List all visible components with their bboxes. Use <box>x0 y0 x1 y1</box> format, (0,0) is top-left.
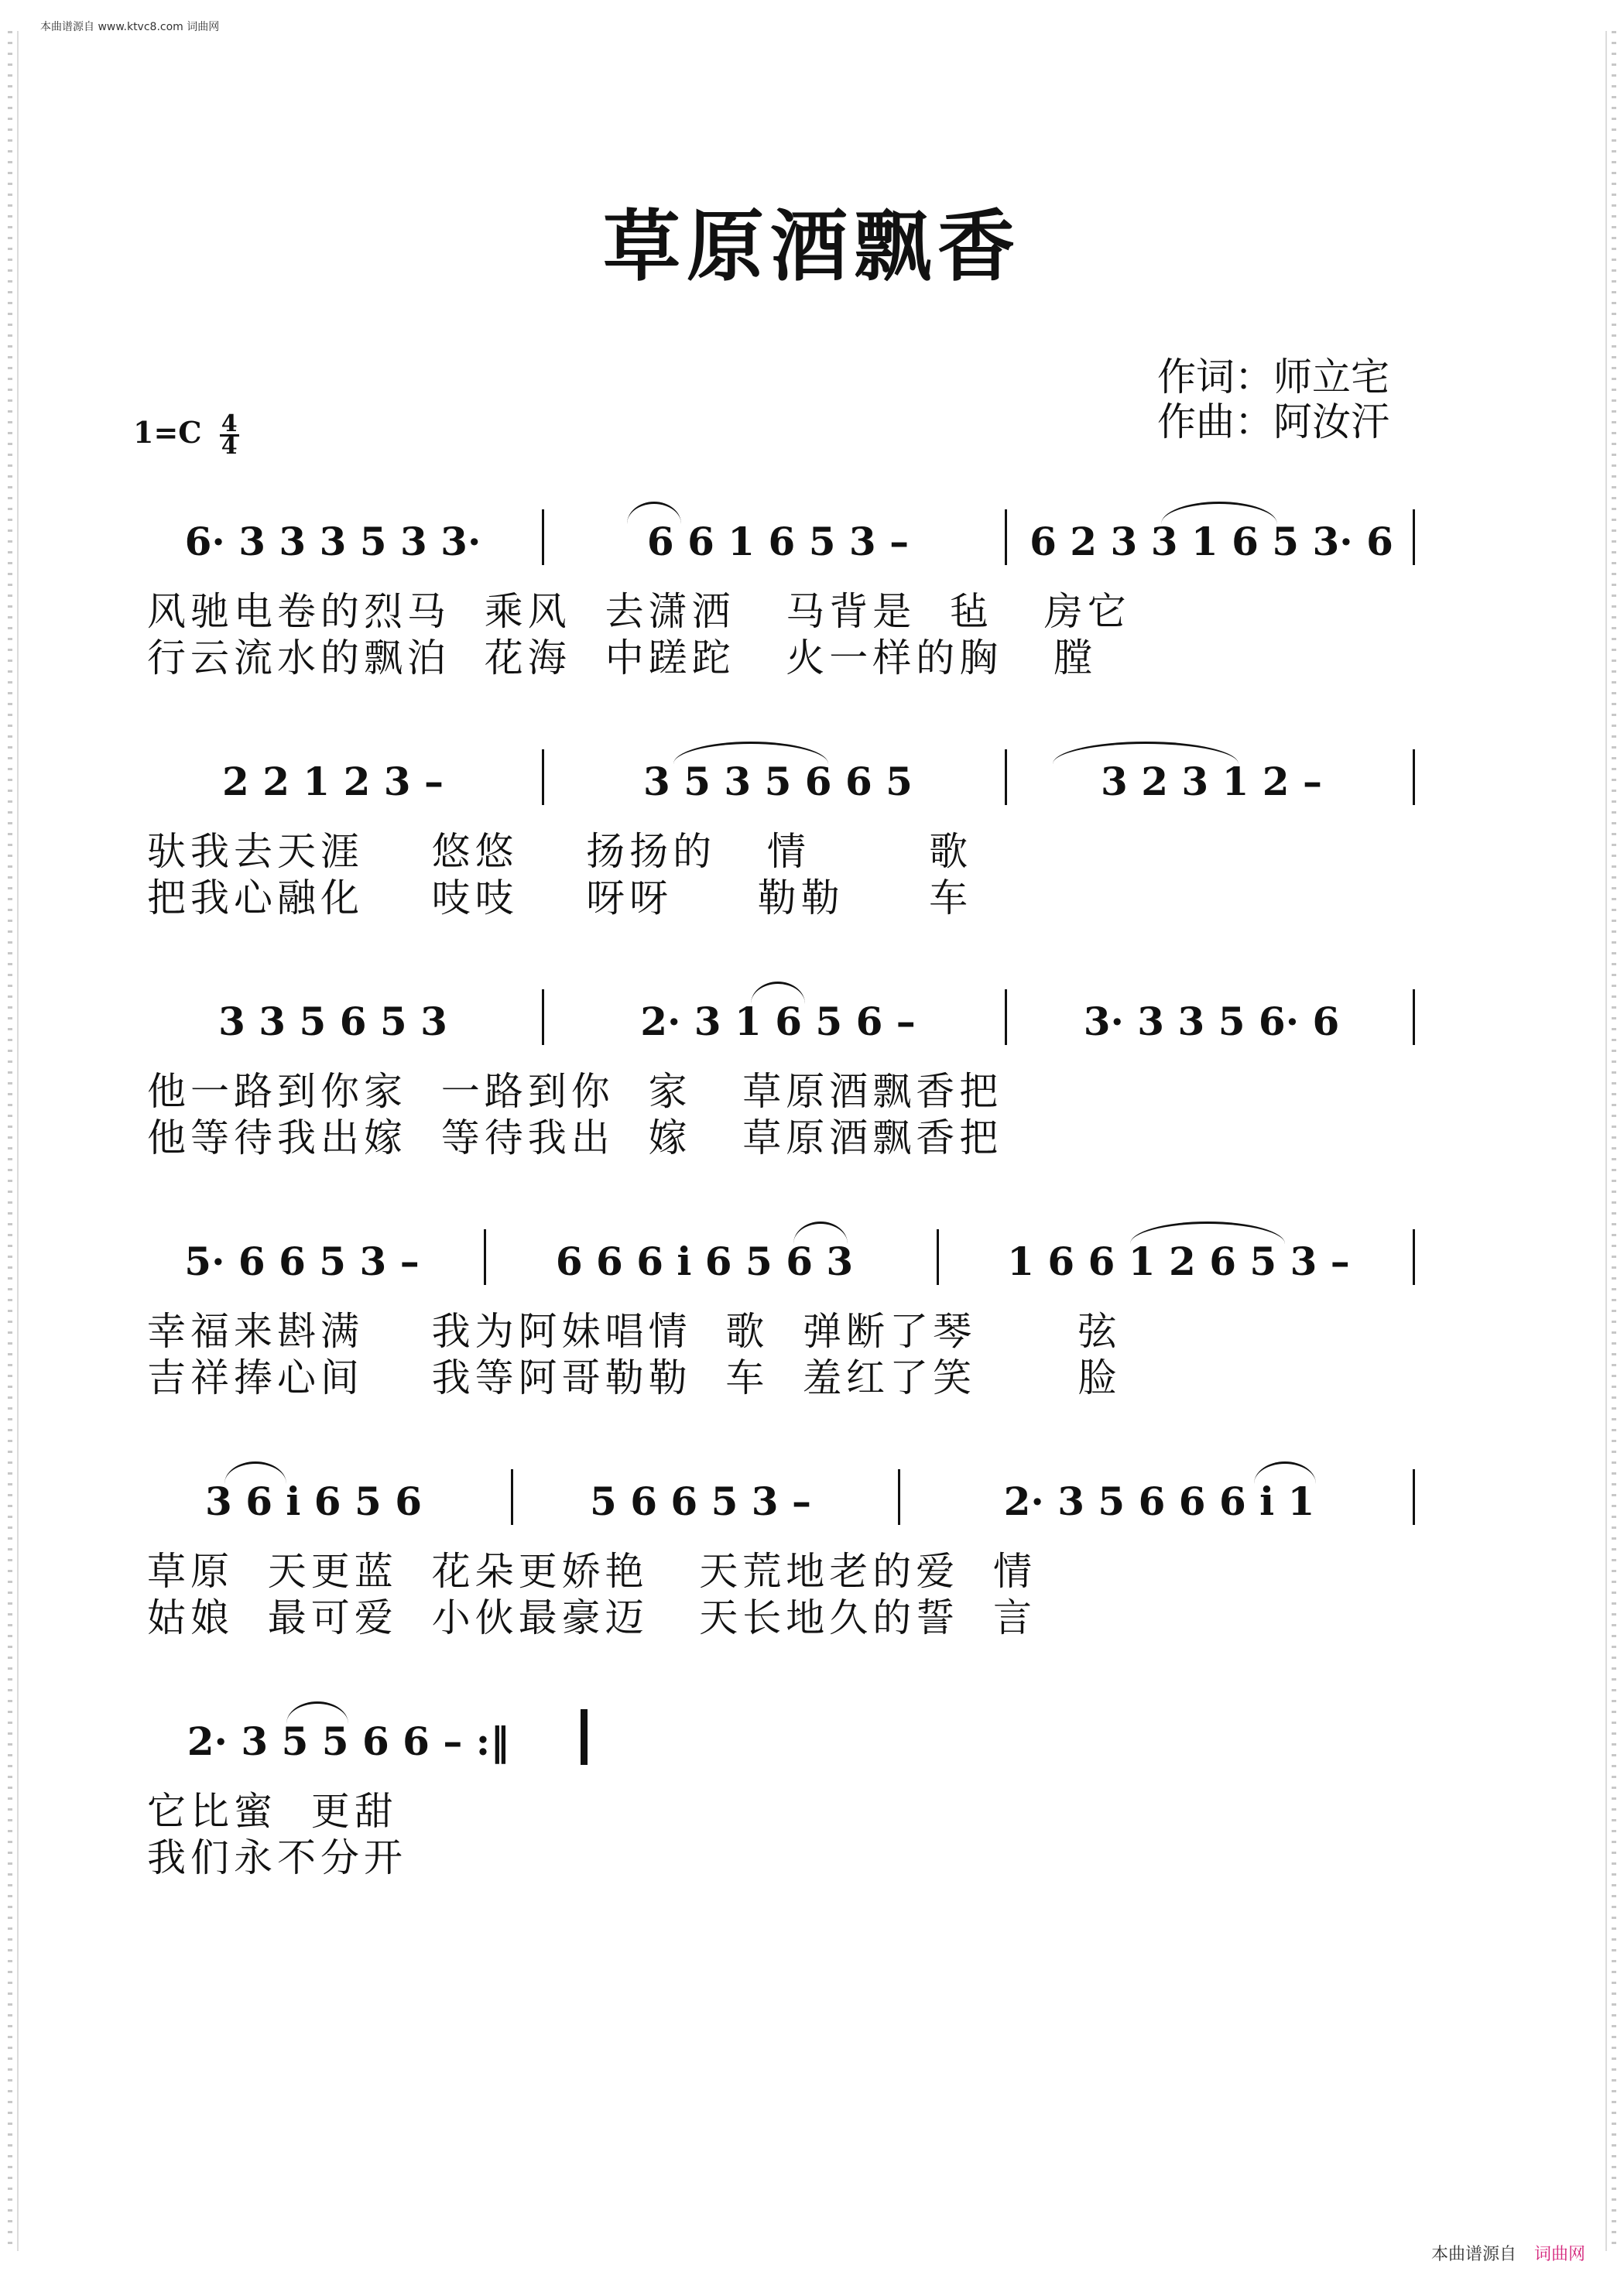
slur <box>1161 502 1277 524</box>
measure: 3 5 3 5 6 6 5 <box>643 759 913 804</box>
key-signature <box>133 410 239 460</box>
measure: 3 2 3 1 2 – <box>1101 759 1322 804</box>
lyricist-credit: 作词：师立宅 <box>1157 355 1389 399</box>
score-system-1 <box>132 519 1417 680</box>
left-page-border <box>3 31 19 2251</box>
slur <box>793 1222 848 1244</box>
slur <box>627 502 681 524</box>
measure: 3· 3 3 5 6· 6 <box>1083 999 1340 1044</box>
barline <box>937 1229 939 1285</box>
slur <box>1053 742 1239 764</box>
slur <box>1254 1461 1316 1484</box>
barline <box>1413 989 1415 1045</box>
barline <box>1413 1229 1415 1285</box>
score-system-3 <box>132 999 1417 1160</box>
source-brand-link[interactable]: 词曲网 <box>1533 2245 1585 2264</box>
lyric-verse-1: 它比蜜 更甜 <box>147 1789 398 1834</box>
repeat-end-barline <box>581 1709 588 1765</box>
measure: 1 6 6 1 2 6 5 3 – <box>1007 1239 1350 1284</box>
score-system-4 <box>132 1239 1417 1400</box>
slur <box>751 982 805 1004</box>
lyric-verse-1: 风驰电卷的烈马 乘风 去潇洒 马背是 毡 房它 <box>147 589 1131 634</box>
song-title: 草原酒飘香 <box>603 200 1021 292</box>
barline <box>1005 749 1007 805</box>
source-note-top: 本曲谱源自 www.ktvc8.com 词曲网 <box>40 21 220 33</box>
time-signature <box>220 410 239 460</box>
lyric-verse-2: 行云流水的飘泊 花海 中蹉跎 火一样的胸 膛 <box>147 636 1097 680</box>
measure: 2· 3 5 6 6 6 i 1 <box>1003 1479 1315 1524</box>
slur <box>286 1701 348 1724</box>
lyric-verse-1: 幸福来斟满 我为阿妹唱情 歌 弹断了琴 弦 <box>147 1309 1122 1354</box>
measure: 2· 3 5 5 6 6 – :‖ <box>187 1718 510 1764</box>
barline <box>898 1469 900 1525</box>
score-system-2 <box>132 759 1417 920</box>
key-label: 1=C <box>133 415 202 450</box>
measure: 3 6 i 6 5 6 <box>205 1479 422 1524</box>
barline <box>1413 509 1415 565</box>
barline <box>484 1229 486 1285</box>
source-note-bottom <box>1431 2241 1585 2265</box>
lyric-verse-2: 我们永不分开 <box>147 1835 407 1880</box>
measure: 6 6 1 6 5 3 – <box>646 519 910 564</box>
right-page-border <box>1605 31 1621 2251</box>
barline <box>1005 509 1007 565</box>
barline <box>1005 989 1007 1045</box>
measure: 6 6 6 i 6 5 6 3 <box>555 1239 854 1284</box>
time-signature-denominator: 4 <box>221 433 238 460</box>
measure: 5· 6 6 5 3 – <box>184 1239 420 1284</box>
barline <box>1413 1469 1415 1525</box>
lyric-verse-1: 他一路到你家 一路到你 家 草原酒飘香把 <box>147 1069 1003 1114</box>
barline <box>542 749 544 805</box>
lyric-verse-2: 把我心融化 吱吱 呀呀 勒勒 车 <box>147 875 973 920</box>
measure: 6 2 3 3 1 6 5 3· 6 <box>1030 519 1393 564</box>
barline <box>542 989 544 1045</box>
lyric-verse-1: 草原 天更蓝 花朵更娇艳 天荒地老的爱 情 <box>147 1549 1037 1594</box>
lyric-verse-1: 驮我去天涯 悠悠 扬扬的 情 歌 <box>147 829 973 874</box>
credits <box>1157 355 1389 444</box>
measure: 6· 3 3 3 5 3 3· <box>184 519 481 564</box>
time-signature-numerator: 4 <box>221 410 238 437</box>
slur <box>1130 1222 1285 1244</box>
lyric-verse-2: 姑娘 最可爱 小伙最豪迈 天长地久的誓 言 <box>147 1595 1037 1640</box>
source-prefix: 本曲谱源自 <box>1430 2245 1516 2264</box>
measure: 2 2 1 2 3 – <box>222 759 444 804</box>
barline <box>1413 749 1415 805</box>
score-system-6 <box>132 1718 1417 1880</box>
barline <box>511 1469 513 1525</box>
slur <box>673 742 828 764</box>
lyric-verse-2: 吉祥捧心间 我等阿哥勒勒 车 羞红了笑 脸 <box>147 1355 1122 1400</box>
composer-credit: 作曲：阿汝汗 <box>1157 399 1389 444</box>
slur <box>224 1461 286 1484</box>
measure: 2· 3 1 6 5 6 – <box>640 999 916 1044</box>
lyric-verse-2: 他等待我出嫁 等待我出 嫁 草原酒飘香把 <box>147 1115 1003 1160</box>
measure: 5 6 6 5 3 – <box>590 1479 811 1524</box>
score-system-5 <box>132 1479 1417 1640</box>
measure: 3 3 5 6 5 3 <box>218 999 447 1044</box>
barline <box>542 509 544 565</box>
